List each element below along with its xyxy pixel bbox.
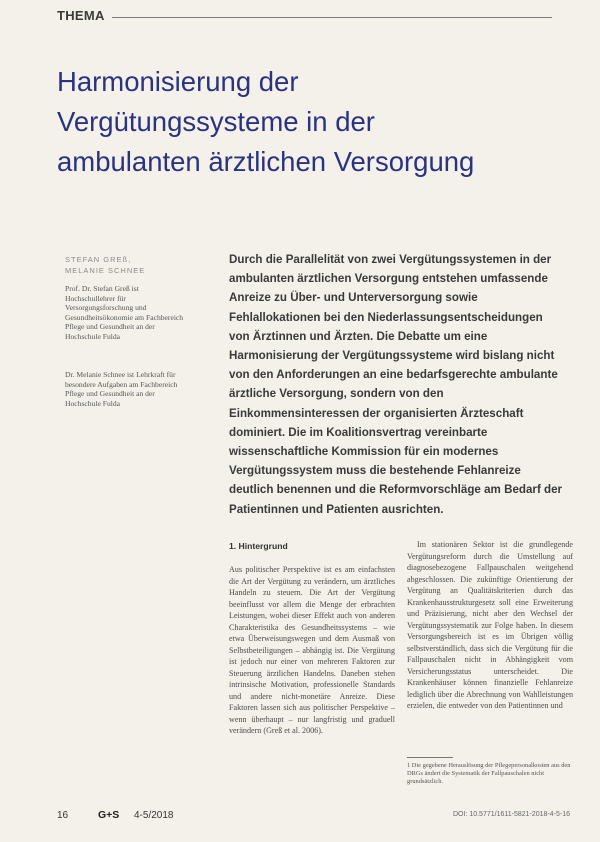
author-name: MELANIE SCHNEE [65, 266, 146, 275]
section-label: THEMA [57, 8, 105, 23]
header-rule [112, 17, 552, 18]
body-column-right: Im stationären Sektor ist die grundlegende Vergütungsreform durch die Umstellung auf diagnosebezogene Fallpauschalen weitgehend abgeschlossen. Die zukünftige Orientierung der Vergütung an Qualitätskriterien durch das Krankenhausstrukturgesetz soll eine Erweiterung und Präzisierung, nicht aber den Wechsel der Vergütungssystematik zur Folge haben. In diesem Versorgungsbereich ist es im Übrigen völlig selbstverständlich, dass sich die Vergütung für die Fallpauschalen nicht in Abhängigkeit vom Versicherungsstatus unterscheidet. Die Krankenhäuser können finanzielle Fehlanreize lediglich über die Abrechnung von Wahlleistungen erzielen, die entweder von den Patientinnen und [407, 540, 573, 710]
footnote: 1 Die gegebene Herauslösung der Pflegepersonalkosten aus den DRGs ändert die Systematik der Fallpauschalen nicht grundsätzlich. [407, 762, 571, 785]
article-abstract: Durch die Parallelität von zwei Vergütungssystemen in der ambulanten ärztlichen Versorgung entstehen umfassende Anreize zu Über- und Unterversorgung sowie Fehlallokationen bei den Niederlassungsentscheidungen von Ärztinnen und Ärzten. Die Debatte um eine Harmonisierung der Vergütungssysteme wird bislang nicht von den Anforderungen an eine bedarfsgerechte ambulante ärztliche Versorgung, sondern von den Einkommensinteressen der organisierten Ärzteschaft dominiert. Die im Koalitionsvertrag vereinbarte wissenschaftliche Kommission für ein modernes Vergütungssystem muss die bestehende Fehlanreize deutlich benennen und die Reformvorschläge am Bedarf der Patientinnen und Patienten ausrichten. [229, 253, 563, 516]
title-line: Vergütungssysteme in der [57, 106, 375, 137]
journal-name: G+S [98, 809, 120, 821]
footnote-rule [407, 757, 453, 758]
doi-text: DOI: 10.5771/1611-5821-2018-4-5-16 [452, 811, 570, 818]
title-line: Harmonisierung der [57, 66, 299, 97]
section-heading: 1. Hintergrund [229, 541, 288, 551]
page-footer [40, 808, 570, 824]
body-column-left: Aus politischer Perspektive ist es am einfachsten die Art der Vergütung zu verändern, um ärztliches Handeln zu steuern. Die Art der Vergütung beeinflusst vor allem die Menge der erbrachten Leistungen, wobei dieser Effekt auch von anderen Charakteristika des Gesundheitssystems – wie etwa Überweisungswegen und dem Ausmaß von Selbstbeteiligungen – abhängig ist. Die Vergütung ist jedoch nur einer von mehreren Faktoren zur Steuerung ärztlichen Handelns. Daneben stehen intrinsische Motivation, professionelle Standards und andere nicht-monetäre Anreize. Diese Faktoren lassen sich aus politischer Perspektive – wenn überhaupt – nur langfristig und graduell verändern (Greß et al. 2006). [229, 565, 395, 735]
page-number: 16 [57, 810, 69, 821]
issue-number: 4-5/2018 [134, 810, 174, 821]
author-name: STEFAN GREß, [65, 255, 132, 264]
author-list [65, 254, 195, 276]
title-line: ambulanten ärztlichen Versorgung [57, 146, 475, 177]
article-title [57, 62, 577, 182]
author-bio: Dr. Melanie Schnee ist Lehrkraft für besondere Aufgaben am Fachbereich Pflege und Gesundheit an der Hochschule Fulda [65, 370, 178, 408]
author-bio: Prof. Dr. Stefan Greß ist Hochschullehrer für Versorgungsforschung und Gesundheitsökonomie am Fachbereich Pflege und Gesundheit an der Hochschule Fulda [65, 284, 184, 341]
